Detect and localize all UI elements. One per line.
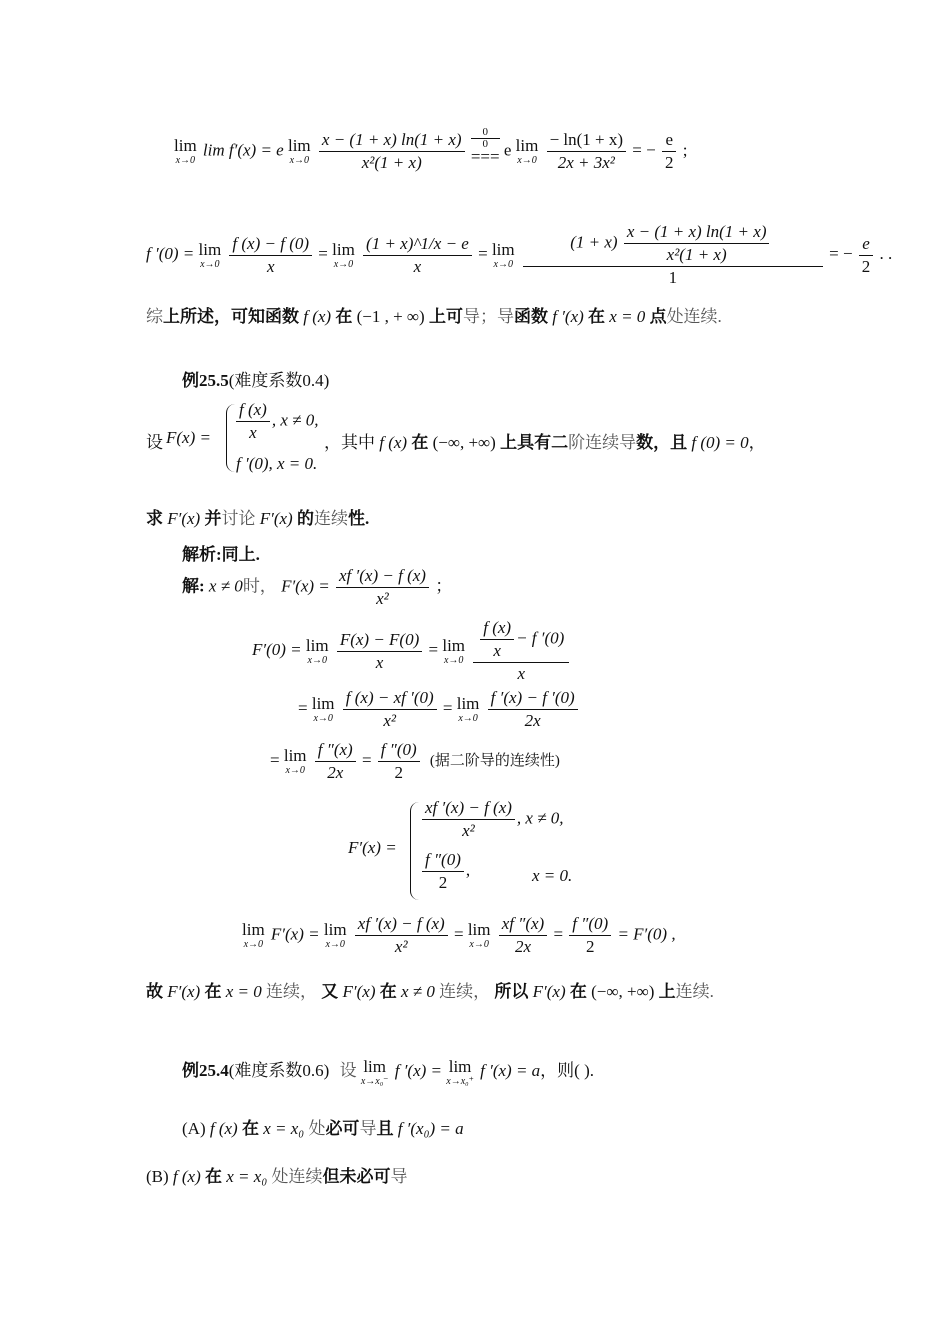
eq2-fraction-1: $\frac{f (x) - f (0)}{x}$	[229, 234, 312, 277]
limit-operator: lim x→0	[174, 136, 197, 166]
example-25-4-statement: 例25.4(难度系数0.6) 设 lim x→x₀⁻ f ′(x) = lim x→x₀⁺ f ′(x) = a，则( ).	[182, 1056, 594, 1087]
continuity-note: (据二阶导的连续性)	[429, 753, 560, 770]
derivation-line-1: F′(0) = lim x→0 $\frac{F(x) - F(0)}{x}$ = lim x→0 $\frac{f (x)}{x}$ − f ′(0) x	[252, 618, 571, 684]
conclusion-line: 故 F′(x) 在 x = 0 连续， 又 F′(x) 在 x ≠ 0 连续， 所以 F′(x) 在 (−∞, +∞) 上连续.	[146, 982, 714, 1001]
example-25-5-question: 求 F′(x) 并讨论 F′(x) 的连续性.	[146, 509, 370, 528]
limit-equation: lim x→0 F′(x) = lim x→0 $\frac{xf '(x) - f (x)}{\text{x²}}$ = lim x→0 $\frac{xf ''(x)}{2x}$ = $\frac{f ''(0)}{2}$ = F′(0) ,	[242, 914, 676, 956]
derivation-line-2: = lim x→0 $\frac{f (x) - xf '(0)}{\text{x²}}$ = lim x→0 $\frac{f '(x) - f '(0)}{2x}$	[298, 688, 580, 731]
option-a: (A) f (x) 在 x = x₀ 处必可导且 f ′(x₀) = a	[182, 1119, 464, 1138]
example-25-5-title: 例25.5(难度系数0.4)	[182, 371, 330, 390]
piecewise-derivative: F′(x) = $\frac{xf '(x) - f (x)}{\text{x²}}$ , x ≠ 0, $\frac{f ''(0)}{2}$ , x = 0.	[348, 798, 608, 904]
eq1-lhs: lim f′(x) = e	[202, 140, 284, 160]
eq2-fraction-2: $\frac{(1 + x)\^{}1/x - e}{x}$	[363, 234, 472, 277]
equation-limit-derivative: lim x→0 lim f′(x) = e lim x→0 $\frac{x - (1 + x) \ln(1 + x)}{\text{x²(1 + x)}}$ 0 0 === e lim x→0 $\frac{- \ln(1 + x)}{\text{2x + 3x²}}$ = − $\frac{e}{2}$ ;	[174, 126, 688, 172]
lhopital-marker: 0 0 ===	[470, 126, 500, 166]
solution-line: 解: x ≠ 0时， F′(x) = $\frac{xf '(x) - f (x)}{\text{x²}}$ ；	[182, 566, 453, 608]
eq1-fraction-1: $\frac{x - (1 + x) \ln(1 + x)}{\text{x²(1 + x)}}$	[319, 130, 465, 173]
example-25-5-statement: 设 F(x) = $\frac{f (x)}{x}$ , x ≠ 0, f ′(0), x = 0. ，其中 f (x) 在 (−∞, +∞) 上具有二阶连续导数，且 f (0) = 0，	[146, 400, 766, 473]
eq2-fraction-3: (1 + x) $\frac{x - (1 + x) \ln(1 + x)}{\text{x²(1 + x)}}$ 1	[523, 222, 823, 288]
equation-derivative-at-zero: f ′(0) = lim x→0 $\frac{f (x) - f (0)}{x}$ = lim x→0 $\frac{(1 + x)\^{}1/x - e}{x}$ = lim x→0 (1 + x) $\frac{x - (1 + x) \ln(1 + x)}{\text{x²(1 + x)}}$ 1 = − $\frac{e}{2}$ . .	[146, 222, 893, 287]
option-b: (B) f (x) 在 x = x₀ 处连续但未必可导	[146, 1167, 408, 1186]
eq1-fraction-2: $\frac{- \ln(1 + x)}{\text{2x + 3x²}}$	[547, 130, 626, 173]
analysis-line: 解析:同上.	[182, 545, 260, 564]
summary-line: 综上所述，可知函数 f (x) 在 (−1 , + ∞) 上可导；导函数 f ′(x) 在 x = 0 点处连续.	[146, 307, 722, 326]
derivation-line-3: = lim x→0 $\frac{f ''(x)}{2x}$ = $\frac{f ''(0)}{2}$ (据二阶导的连续性)	[270, 740, 560, 782]
